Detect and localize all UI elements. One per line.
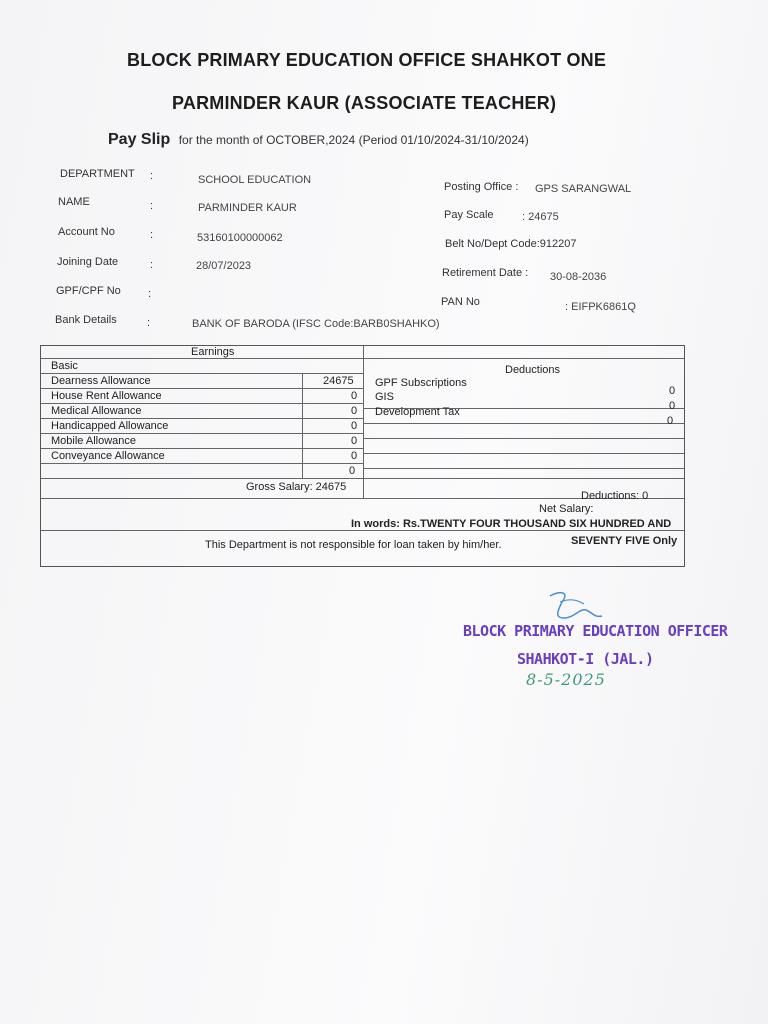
earning-amount: 0 [351,390,358,402]
earning-name: Conveyance Allowance [51,450,165,462]
field-label-payscale: Pay Scale [444,209,494,221]
deduction-name: GPF Subscriptions [375,377,467,389]
field-value-name: PARMINDER KAUR [198,202,297,214]
payslip-period: for the month of OCTOBER,2024 (Period 01/10/2024-31/10/2024) [178,133,529,147]
net-salary-words-line1: In words: Rs.TWENTY FOUR THOUSAND SIX HUNDRED AND [351,518,672,530]
field-colon: : [150,229,154,241]
deduction-amount: 0 [669,400,676,412]
earning-name: Handicapped Allowance [51,420,169,432]
field-label-bank: Bank Details [55,314,117,326]
field-label-posting: Posting Office : [444,181,519,193]
field-label-belt: Belt No/Dept Code:912207 [445,238,577,250]
deduction-name: Development Tax [375,406,460,418]
office-title: BLOCK PRIMARY EDUCATION OFFICE SHAHKOT ONE [127,50,607,70]
payslip-heading [108,131,529,149]
earning-name: Medical Allowance [51,405,142,417]
earning-name: Mobile Allowance [51,435,136,447]
deductions-heading: Deductions [505,364,561,376]
earning-amount: 0 [351,435,358,447]
earning-amount: 0 [349,465,356,477]
field-value-payscale: : 24675 [522,211,559,223]
disclaimer: This Department is not responsible for loan taken by him/her. [205,539,502,551]
field-colon: : [150,200,154,212]
field-colon: : [147,317,151,329]
earning-amount: 0 [351,450,358,462]
stamp-office-line: BLOCK PRIMARY EDUCATION OFFICER [463,622,728,640]
field-label-name: NAME [58,196,90,208]
field-label-gpf: GPF/CPF No [56,285,121,297]
field-label-pan: PAN No [441,296,480,308]
earning-amount: 24675 [323,375,354,387]
salary-table [40,345,685,567]
gross-salary: Gross Salary: 24675 [246,481,347,493]
field-label-department: DEPARTMENT [60,168,135,180]
employee-title: PARMINDER KAUR (ASSOCIATE TEACHER) [172,93,557,113]
deduction-name: GIS [375,391,394,403]
field-label-joining: Joining Date [57,256,119,268]
total-deductions: Deductions: 0 [581,490,649,502]
field-value-retirement: 30-08-2036 [550,271,607,283]
field-value-account: 53160100000062 [197,232,283,244]
earning-amount: 0 [351,405,358,417]
earning-name: House Rent Allowance [51,390,162,402]
net-salary-label: Net Salary: [539,503,594,515]
field-value-pan: : EIFPK6861Q [565,301,636,313]
field-colon: : [150,170,154,182]
field-value-joining: 28/07/2023 [196,260,252,272]
field-value-posting: GPS SARANGWAL [535,183,632,195]
field-value-department: SCHOOL EDUCATION [198,174,312,186]
stamp-date: 8-5-2025 [526,670,606,689]
field-value-bank: BANK OF BARODA (IFSC Code:BARB0SHAHKO) [192,318,440,330]
payslip-label: Pay Slip [108,131,171,148]
field-colon: : [150,259,154,271]
deduction-amount: 0 [669,385,676,397]
field-colon: : [148,288,152,300]
earning-name: Dearness Allowance [51,375,151,387]
field-label-retirement: Retirement Date : [442,267,529,279]
earnings-heading: Earnings [191,346,235,358]
earning-name: Basic [51,360,78,372]
stamp-location-line: SHAHKOT-I (JAL.) [517,650,654,668]
net-salary-words-line2: SEVENTY FIVE Only [571,535,678,547]
field-label-account: Account No [58,226,115,238]
earning-amount: 0 [351,420,358,432]
deduction-amount: 0 [667,415,674,427]
